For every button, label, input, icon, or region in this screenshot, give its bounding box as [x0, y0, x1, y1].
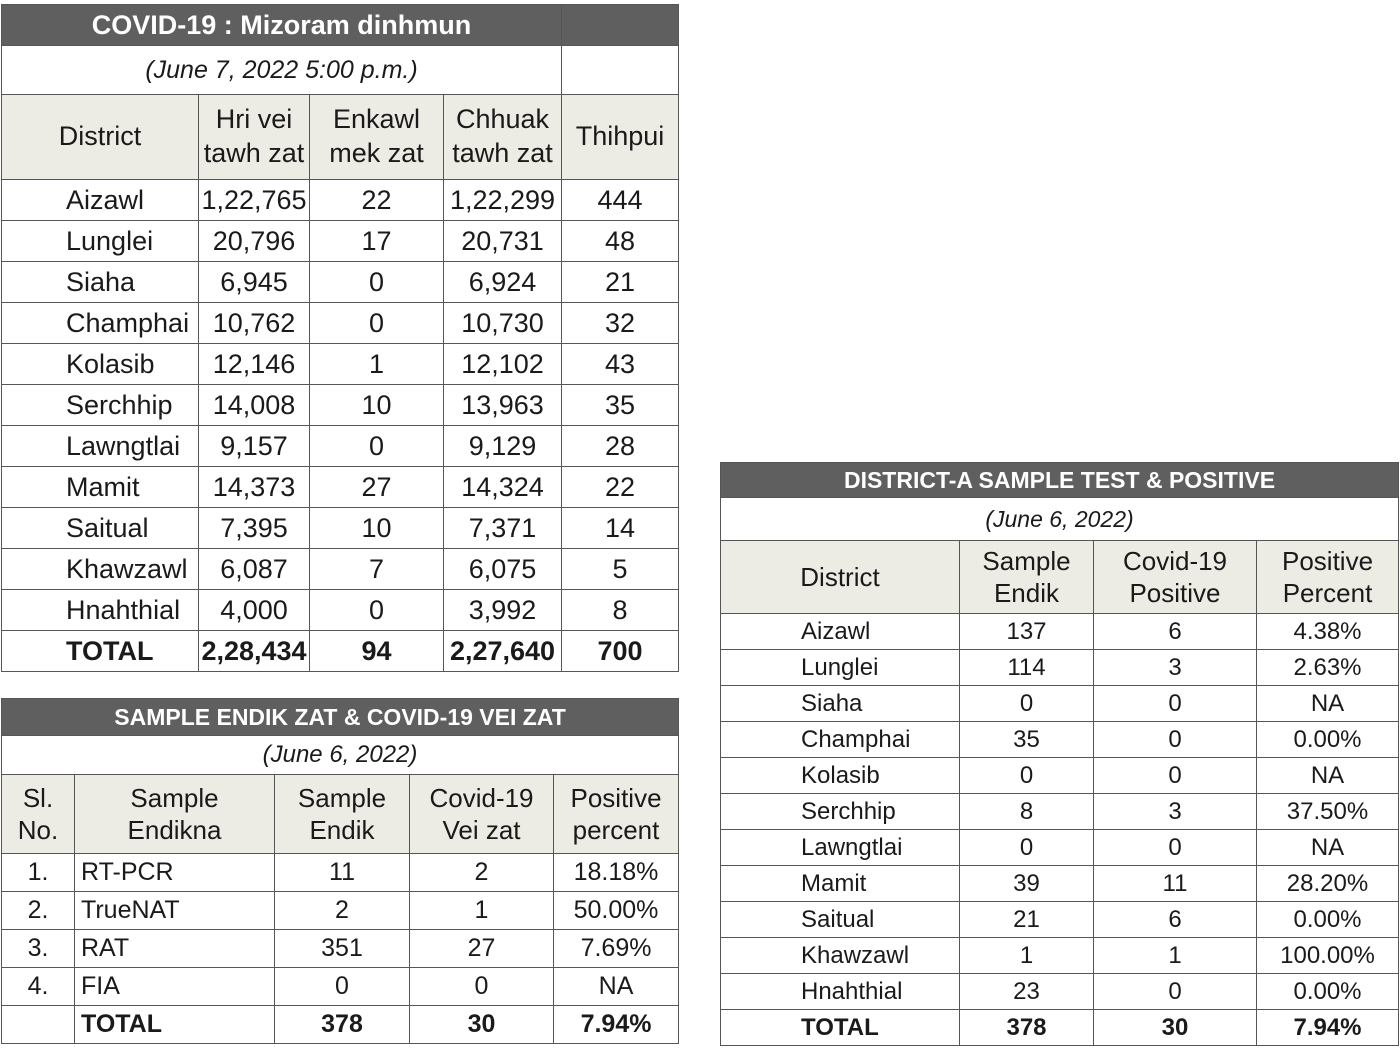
table-cell: 6,075	[444, 549, 562, 590]
table-cell: Kolasib	[721, 758, 960, 794]
table-cell: Lawngtlai	[2, 426, 199, 467]
table-cell: 35	[960, 722, 1094, 758]
table-cell: 48	[562, 221, 679, 262]
table-cell: 3.	[2, 930, 75, 968]
table-cell: 35	[562, 385, 679, 426]
table-row	[2, 854, 679, 892]
subtitle-blank-cell	[562, 46, 679, 95]
table-cell: 7,371	[444, 508, 562, 549]
table-cell: 12,102	[444, 344, 562, 385]
sample-test-header-row	[2, 775, 679, 854]
table-cell: 0	[1094, 722, 1257, 758]
covid-status-rows	[2, 180, 679, 631]
total-cell: 30	[1094, 1010, 1257, 1046]
table-cell: 23	[960, 974, 1094, 1010]
table-cell: Aizawl	[2, 180, 199, 221]
table-cell: 0	[275, 968, 410, 1006]
covid-status-header-row	[2, 95, 679, 180]
table-row	[2, 968, 679, 1006]
table-cell: 27	[310, 467, 444, 508]
table-cell: 0	[960, 758, 1094, 794]
table-row	[2, 180, 679, 221]
table-cell: NA	[1257, 758, 1399, 794]
table-cell: 2	[275, 892, 410, 930]
col-header: Chhuak tawh zat	[444, 95, 562, 180]
covid-status-title: COVID-19 : Mizoram dinhmun	[2, 5, 562, 46]
table-row	[721, 722, 1399, 758]
table-cell: Saitual	[721, 902, 960, 938]
table-cell: 0	[1094, 758, 1257, 794]
table-cell: 14,373	[199, 467, 310, 508]
table-cell: 39	[960, 866, 1094, 902]
table-cell: 3	[1094, 650, 1257, 686]
table-cell: 0	[310, 262, 444, 303]
table-cell: 4,000	[199, 590, 310, 631]
table-cell: 7,395	[199, 508, 310, 549]
table-cell: 17	[310, 221, 444, 262]
table-cell: Champhai	[721, 722, 960, 758]
sample-test-date: (June 6, 2022)	[2, 736, 679, 775]
table-cell: 6	[1094, 614, 1257, 650]
table-cell: 1,22,299	[444, 180, 562, 221]
total-cell: 2,27,640	[444, 631, 562, 672]
table-cell: Serchhip	[2, 385, 199, 426]
table-cell: 4.38%	[1257, 614, 1399, 650]
district-positive-date: (June 6, 2022)	[721, 498, 1399, 541]
table-cell: TrueNAT	[75, 892, 275, 930]
table-cell: 1,22,765	[199, 180, 310, 221]
district-positive-title: DISTRICT-A SAMPLE TEST & POSITIVE	[721, 463, 1399, 498]
table-cell: 20,731	[444, 221, 562, 262]
table-cell: 0	[310, 426, 444, 467]
table-cell: 0	[310, 590, 444, 631]
covid-status-total-row	[2, 631, 679, 672]
table-cell: Serchhip	[721, 794, 960, 830]
table-cell: 114	[960, 650, 1094, 686]
table-row	[2, 892, 679, 930]
table-row	[2, 303, 679, 344]
table-cell: 0	[1094, 686, 1257, 722]
table-cell: 32	[562, 303, 679, 344]
table-cell: Aizawl	[721, 614, 960, 650]
table-cell: FIA	[75, 968, 275, 1006]
table-cell: RT-PCR	[75, 854, 275, 892]
table-cell: 22	[310, 180, 444, 221]
table-cell: 0	[960, 686, 1094, 722]
col-header: Sample Endikna	[75, 775, 275, 854]
covid-status-date: (June 7, 2022 5:00 p.m.)	[2, 46, 562, 95]
table-cell: Siaha	[2, 262, 199, 303]
total-cell: 2,28,434	[199, 631, 310, 672]
table-row	[721, 614, 1399, 650]
col-header: Covid-19 Positive	[1094, 541, 1257, 614]
table-cell: 4.	[2, 968, 75, 1006]
table-cell: 14,324	[444, 467, 562, 508]
table-row	[721, 866, 1399, 902]
table-cell: 0	[960, 830, 1094, 866]
table-row	[2, 590, 679, 631]
table-row	[721, 650, 1399, 686]
table-cell: 100.00%	[1257, 938, 1399, 974]
table-cell: 14,008	[199, 385, 310, 426]
total-label: TOTAL	[2, 631, 199, 672]
table-cell: 1	[960, 938, 1094, 974]
table-cell: 1	[1094, 938, 1257, 974]
district-positive-table	[720, 462, 1399, 1046]
table-cell: 27	[410, 930, 554, 968]
table-cell: 9,157	[199, 426, 310, 467]
col-header: Thihpui	[562, 95, 679, 180]
table-cell: 6	[1094, 902, 1257, 938]
table-cell: 1	[310, 344, 444, 385]
table-cell: 1.	[2, 854, 75, 892]
total-cell: 7.94%	[1257, 1010, 1399, 1046]
table-cell: Lunglei	[721, 650, 960, 686]
table-cell: 1	[410, 892, 554, 930]
table-row	[2, 549, 679, 590]
table-row	[721, 902, 1399, 938]
table-row	[2, 508, 679, 549]
table-cell: Hnahthial	[721, 974, 960, 1010]
table-cell: 8	[562, 590, 679, 631]
table-cell: 8	[960, 794, 1094, 830]
covid-status-table	[1, 4, 679, 672]
table-cell: 13,963	[444, 385, 562, 426]
table-row	[721, 938, 1399, 974]
table-cell: 28.20%	[1257, 866, 1399, 902]
table-cell: Kolasib	[2, 344, 199, 385]
col-header: Sl. No.	[2, 775, 75, 854]
table-cell: 18.18%	[554, 854, 679, 892]
table-row	[2, 930, 679, 968]
col-header: Covid-19 Vei zat	[410, 775, 554, 854]
table-cell: 7	[310, 549, 444, 590]
table-row	[2, 221, 679, 262]
total-label: TOTAL	[721, 1010, 960, 1046]
table-cell: Hnahthial	[2, 590, 199, 631]
table-cell: 6,945	[199, 262, 310, 303]
table-cell: 2.63%	[1257, 650, 1399, 686]
total-cell: 94	[310, 631, 444, 672]
table-cell: 137	[960, 614, 1094, 650]
col-header: District	[2, 95, 199, 180]
table-cell: 37.50%	[1257, 794, 1399, 830]
total-label: TOTAL	[75, 1006, 275, 1044]
total-cell	[2, 1006, 75, 1044]
table-row	[2, 344, 679, 385]
table-cell: 10,730	[444, 303, 562, 344]
total-cell: 30	[410, 1006, 554, 1044]
table-row	[721, 758, 1399, 794]
title-blank-cell	[562, 5, 679, 46]
table-cell: 0	[410, 968, 554, 1006]
table-row	[2, 262, 679, 303]
total-cell: 378	[275, 1006, 410, 1044]
table-cell: 3	[1094, 794, 1257, 830]
table-cell: 21	[960, 902, 1094, 938]
col-header: Positive Percent	[1257, 541, 1399, 614]
table-cell: 11	[1094, 866, 1257, 902]
table-cell: 10	[310, 508, 444, 549]
table-row	[721, 686, 1399, 722]
col-header: Positive percent	[554, 775, 679, 854]
total-cell: 7.94%	[554, 1006, 679, 1044]
table-row	[721, 794, 1399, 830]
table-cell: Mamit	[2, 467, 199, 508]
table-cell: 21	[562, 262, 679, 303]
table-cell: 43	[562, 344, 679, 385]
sample-test-rows	[2, 854, 679, 1006]
table-row	[2, 385, 679, 426]
sample-test-total-row	[2, 1006, 679, 1044]
col-header: Enkawl mek zat	[310, 95, 444, 180]
table-cell: 6,087	[199, 549, 310, 590]
table-cell: Khawzawl	[721, 938, 960, 974]
table-cell: Lunglei	[2, 221, 199, 262]
table-cell: 10	[310, 385, 444, 426]
col-header: Sample Endik	[275, 775, 410, 854]
table-row	[2, 426, 679, 467]
total-cell: 700	[562, 631, 679, 672]
table-cell: 351	[275, 930, 410, 968]
table-cell: Lawngtlai	[721, 830, 960, 866]
table-cell: 28	[562, 426, 679, 467]
table-cell: RAT	[75, 930, 275, 968]
table-cell: Khawzawl	[2, 549, 199, 590]
table-cell: 7.69%	[554, 930, 679, 968]
table-cell: 12,146	[199, 344, 310, 385]
table-cell: 2.	[2, 892, 75, 930]
table-cell: 5	[562, 549, 679, 590]
table-cell: 11	[275, 854, 410, 892]
district-positive-total-row	[721, 1010, 1399, 1046]
table-cell: 0.00%	[1257, 902, 1399, 938]
table-row	[2, 467, 679, 508]
table-cell: 20,796	[199, 221, 310, 262]
col-header: District	[721, 541, 960, 614]
table-row	[721, 974, 1399, 1010]
col-header: Hri vei tawh zat	[199, 95, 310, 180]
sample-test-table	[1, 698, 679, 1044]
table-cell: Siaha	[721, 686, 960, 722]
table-row	[721, 830, 1399, 866]
table-cell: NA	[1257, 830, 1399, 866]
table-cell: NA	[554, 968, 679, 1006]
table-cell: 10,762	[199, 303, 310, 344]
table-cell: 22	[562, 467, 679, 508]
table-cell: 0.00%	[1257, 722, 1399, 758]
table-cell: 0	[310, 303, 444, 344]
district-positive-header-row	[721, 541, 1399, 614]
table-cell: Mamit	[721, 866, 960, 902]
table-cell: NA	[1257, 686, 1399, 722]
sample-test-title: SAMPLE ENDIK ZAT & COVID-19 VEI ZAT	[2, 699, 679, 736]
table-cell: 0.00%	[1257, 974, 1399, 1010]
table-cell: 0	[1094, 974, 1257, 1010]
table-cell: 3,992	[444, 590, 562, 631]
table-cell: 9,129	[444, 426, 562, 467]
total-cell: 378	[960, 1010, 1094, 1046]
table-cell: 0	[1094, 830, 1257, 866]
district-positive-rows	[721, 614, 1399, 1010]
table-cell: 6,924	[444, 262, 562, 303]
table-cell: Saitual	[2, 508, 199, 549]
table-cell: 444	[562, 180, 679, 221]
table-cell: 50.00%	[554, 892, 679, 930]
table-cell: 2	[410, 854, 554, 892]
col-header: Sample Endik	[960, 541, 1094, 614]
table-cell: 14	[562, 508, 679, 549]
table-cell: Champhai	[2, 303, 199, 344]
